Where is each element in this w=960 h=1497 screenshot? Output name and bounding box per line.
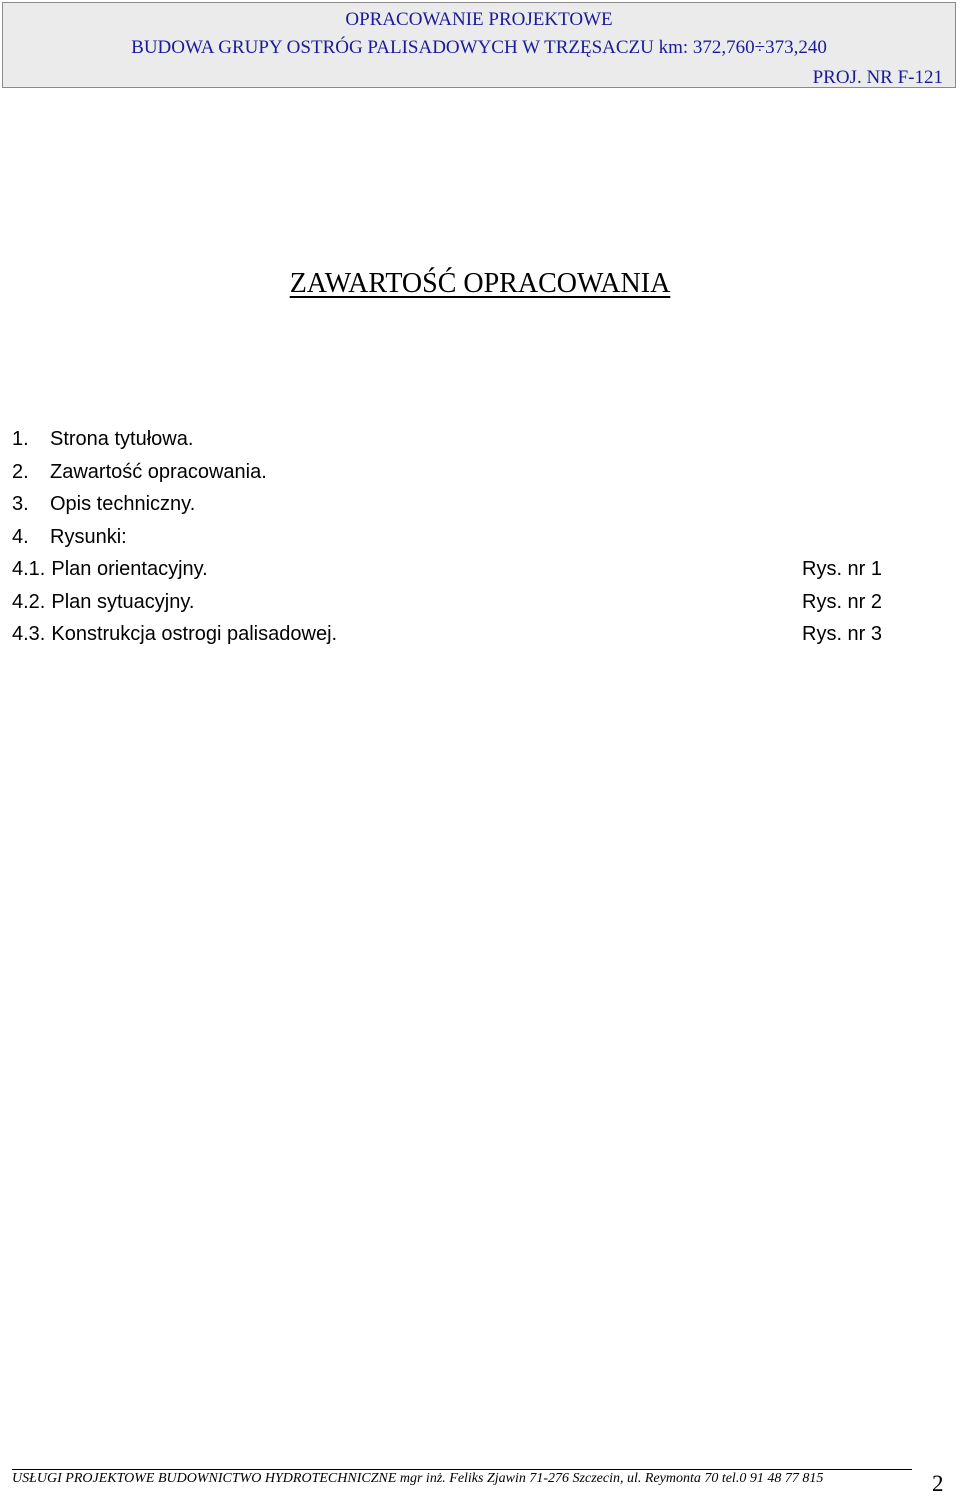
toc-item-text: Opis techniczny. — [50, 493, 196, 515]
toc-item-number: 4. — [12, 525, 29, 548]
table-of-contents — [12, 426, 892, 654]
toc-item-label — [12, 491, 195, 517]
toc-item-label — [12, 459, 267, 485]
page-number: 2 — [932, 1471, 944, 1496]
header-project-number: PROJ. NR F-121 — [812, 67, 943, 88]
toc-item — [12, 491, 892, 524]
toc-subitem-text: Konstrukcja ostrogi palisadowej. — [51, 623, 338, 645]
toc-subitem-number: 4.3. — [12, 623, 46, 645]
header-project-title: BUDOWA GRUPY OSTRÓG PALISADOWYCH W TRZĘSACZU km: 372,760÷373,240 — [131, 37, 827, 58]
toc-item-label — [12, 426, 193, 452]
toc-subitem-label — [12, 556, 208, 582]
document-header — [2, 2, 956, 88]
toc-subitem-number: 4.1. — [12, 558, 46, 580]
toc-item — [12, 426, 892, 459]
toc-subitem-label — [12, 621, 337, 647]
toc-subitem-number: 4.2. — [12, 590, 46, 613]
toc-item — [12, 459, 892, 492]
page-title: ZAWARTOŚĆ OPRACOWANIA — [289, 268, 671, 299]
toc-subitem — [12, 589, 892, 622]
toc-drawing-reference: Rys. nr 2 — [802, 590, 883, 613]
toc-item — [12, 524, 892, 557]
toc-subitem — [12, 556, 892, 589]
toc-item-number: 3. — [12, 493, 29, 515]
toc-item-text: Zawartość opracowania. — [50, 460, 267, 483]
toc-subitem — [12, 621, 892, 654]
toc-subitem-text: Plan orientacyjny. — [51, 558, 208, 580]
toc-item-text: Strona tytułowa. — [50, 428, 194, 450]
toc-item-number: 1. — [12, 428, 29, 450]
toc-item-text: Rysunki: — [50, 525, 127, 548]
toc-drawing-reference: Rys. nr 3 — [802, 623, 883, 645]
toc-subitem-text: Plan sytuacyjny. — [51, 590, 195, 613]
toc-subitem-label — [12, 589, 194, 615]
toc-item-label — [12, 524, 127, 550]
toc-drawing-reference: Rys. nr 1 — [802, 558, 883, 580]
header-document-type: OPRACOWANIE PROJEKTOWE — [345, 9, 613, 30]
footer-company-info: USŁUGI PROJEKTOWE BUDOWNICTWO HYDROTECHNICZNE mgr inż. Feliks Zjawin 71-276 Szczecin, ul. Reymonta 70 tel.0 91 48 77 815 — [12, 1471, 824, 1486]
footer-divider — [12, 1469, 912, 1470]
toc-item-number: 2. — [12, 460, 29, 483]
